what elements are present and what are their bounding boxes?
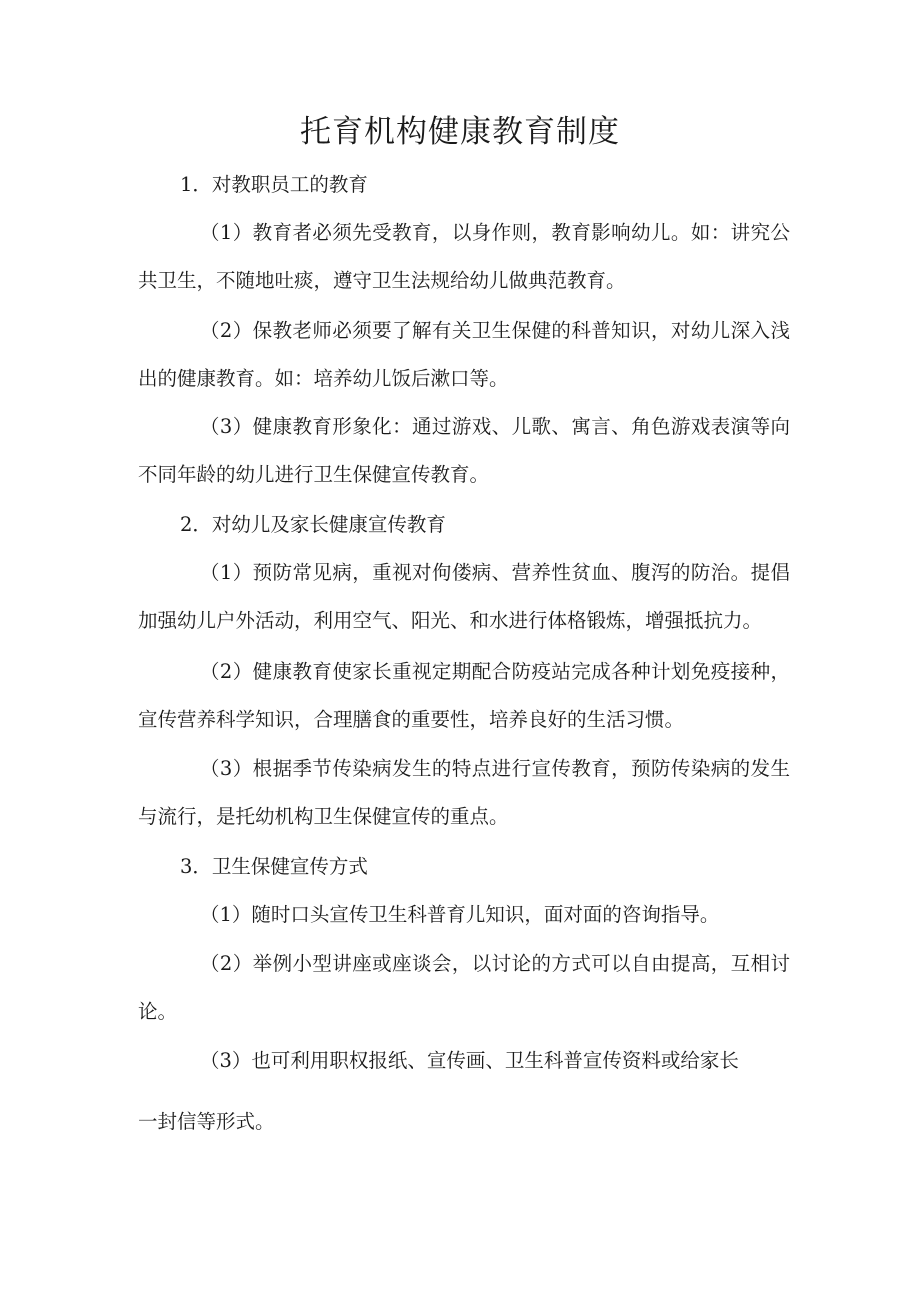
section-2-heading: 2．对幼儿及家长健康宣传教育 (180, 513, 446, 536)
section-1-item-1: （1）教育者必须先受教育，以身作则，教育影响幼儿。如：讲究公共卫生，不随地吐痰，遵守卫生法规给幼儿做典范教育。 (138, 221, 790, 292)
section-1-item-3: （3）健康教育形象化：通过游戏、儿歌、寓言、角色游戏表演等向不同年龄的幼儿进行卫生保健宣传教育。 (138, 415, 790, 486)
document-title: 托育机构健康教育制度 (300, 114, 620, 150)
section-2-item-3: （3）根据季节传染病发生的特点进行宣传教育，预防传染病的发生与流行，是托幼机构卫生保健宣传的重点。 (138, 757, 790, 828)
section-3-item-3: （3）也可利用职权报纸、宣传画、卫生科普宣传资料或给家长 (200, 1049, 739, 1072)
section-1-heading: 1．对教职员工的教育 (180, 173, 368, 196)
section-3-heading: 3．卫生保健宣传方式 (180, 855, 368, 878)
section-3-item-3-continuation: 一封信等形式。 (138, 1110, 275, 1133)
section-3-item-2: （2）举例小型讲座或座谈会，以讨论的方式可以自由提高，互相讨论。 (138, 952, 790, 1023)
section-1-item-2: （2）保教老师必须要了解有关卫生保健的科普知识，对幼儿深入浅出的健康教育。如：培养幼儿饭后漱口等。 (138, 319, 790, 390)
section-2-item-2: （2）健康教育使家长重视定期配合防疫站完成各种计划免疫接种，宣传营养科学知识，合理膳食的重要性，培养良好的生活习惯。 (138, 660, 790, 731)
section-2-item-1: （1）预防常见病，重视对佝偻病、营养性贫血、腹泻的防治。提倡加强幼儿户外活动，利用空气、阳光、和水进行体格锻炼，增强抵抗力。 (138, 561, 790, 632)
section-3-item-1: （1）随时口头宣传卫生科普育儿知识，面对面的咨询指导。 (200, 903, 720, 926)
